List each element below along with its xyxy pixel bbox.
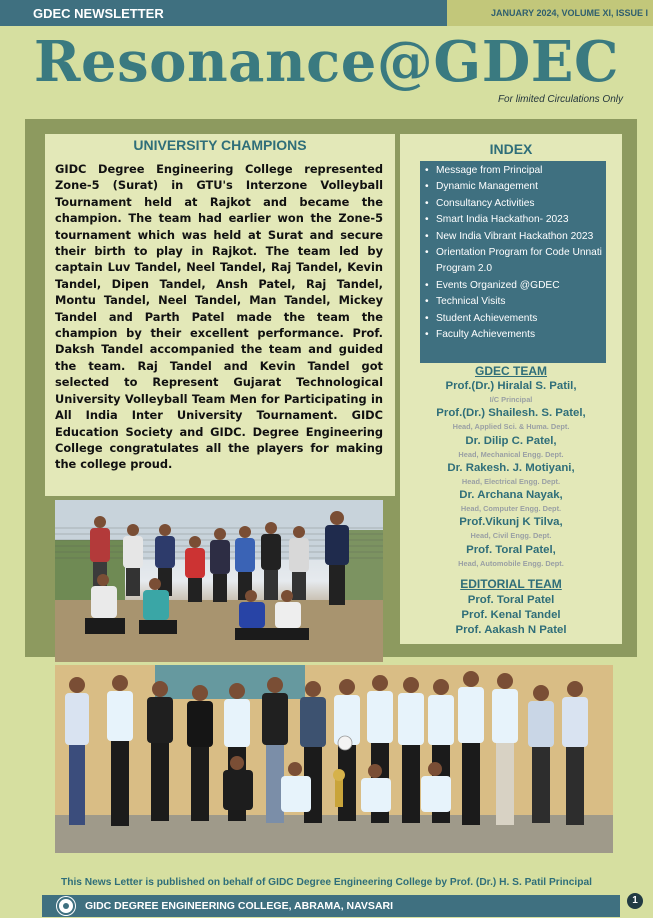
member-role: I/C Principal	[489, 395, 533, 404]
index-item[interactable]: • Consultancy Activities	[424, 196, 602, 212]
editorial-list	[400, 593, 622, 638]
editorial-member: Prof. Toral Patel	[467, 594, 555, 606]
team-member	[400, 379, 622, 406]
member-name: Prof.Vikunj K Tilva,	[459, 516, 563, 529]
index-item[interactable]: • Faculty Achievements	[424, 327, 602, 343]
page-number: 1	[627, 893, 643, 909]
member-role: Head, Electrical Engg. Dept.	[461, 476, 561, 486]
team-photo-outdoor	[55, 500, 383, 662]
team-photo-outdoor-illustration	[55, 500, 383, 662]
member-role: Head, Computer Engg. Dept.	[460, 504, 562, 514]
team-list	[400, 379, 622, 570]
team-member	[400, 488, 622, 515]
index-item[interactable]: • Dynamic Management	[424, 179, 602, 195]
team-member	[400, 461, 622, 488]
member-role: Head, Automobile Engg. Dept.	[458, 558, 564, 568]
member-name: Dr. Rakesh. J. Motiyani,	[447, 461, 575, 474]
editorial-title: EDITORIAL TEAM	[460, 577, 562, 591]
team-photo-trophy-illustration	[55, 665, 613, 853]
publisher-note: This News Letter is published on behalf of GIDC Degree Engineering College by Prof. (Dr.) H. S. Patil Principal	[61, 877, 592, 888]
team-member	[400, 543, 622, 570]
member-name: Prof.(Dr.) Shailesh. S. Patel,	[436, 407, 586, 420]
team-title: GDEC TEAM	[475, 364, 547, 378]
member-role: Head, Civil Engg. Dept.	[470, 531, 552, 541]
index-item[interactable]: • Student Achievements	[424, 311, 602, 327]
team-photo-trophy	[55, 665, 613, 853]
member-name: Prof. Toral Patel,	[466, 543, 556, 556]
college-name: GIDC DEGREE ENGINEERING COLLEGE, ABRAMA, NAVSARI	[85, 900, 394, 912]
index-list	[424, 163, 602, 343]
top-bar	[0, 0, 653, 26]
member-name: Dr. Archana Nayak,	[459, 489, 563, 502]
index-title: INDEX	[489, 141, 533, 157]
issue-label: JANUARY 2024, VOLUME XI, ISSUE I	[447, 0, 653, 26]
index-item[interactable]: • Message from Principal	[424, 163, 602, 179]
index-item[interactable]: • Smart India Hackathon- 2023	[424, 212, 602, 228]
index-item[interactable]: • New India Vibrant Hackathon 2023	[424, 229, 602, 245]
index-box	[420, 161, 606, 363]
member-role: Head, Applied Sci. & Huma. Dept.	[452, 422, 570, 432]
masthead-title: Resonance@GDEC	[33, 29, 620, 95]
member-name: Dr. Dilip C. Patel,	[465, 434, 557, 447]
college-logo-icon	[57, 897, 75, 915]
index-item[interactable]: • Technical Visits	[424, 294, 602, 310]
index-item[interactable]: • Events Organized @GDEC	[424, 278, 602, 294]
article-body: GIDC Degree Engineering College represented Zone-5 (Surat) in GTU's Interzone Volleyball Tournament held at Rajkot and became the champion. The team had earlier won the Zone-5 tournament which was held at Surat and secure their birth to play in Rajkot. The team led by captain Luv Tandel, Neel Tandel, Raj Tandel, Kevin Tandel, Dipen Tandel, Ansh Patel, Raj Tandel, Montu Tandel, Neel Tandel, Man Tandel, Mickey Tandel and Parth Patel made the team the champion by their excellent performance. Prof. Daksh Tandel accompanied the team and guided the team. Raj Tandel and Kevin Tandel got selected to Represent Gujarat Technological University Volleyball Team Men for Participating in All India Inter University Tournament. GIDC Education Society and GIDC. Degree Engineering College congratulates all the players for making the college proud.	[55, 162, 383, 472]
member-name: Prof.(Dr.) Hiralal S. Patil,	[445, 380, 577, 392]
team-member	[400, 406, 622, 433]
editorial-member: Prof. Aakash N Patel	[455, 624, 567, 636]
member-role: Head, Mechanical Engg. Dept.	[458, 449, 564, 459]
team-member	[400, 434, 622, 461]
team-member	[400, 515, 622, 542]
article-title: UNIVERSITY CHAMPIONS	[133, 137, 307, 153]
circulation-note: For limited Circulations Only	[497, 94, 623, 105]
index-item[interactable]: • Orientation Program for Code Unnati Program 2.0	[424, 245, 602, 278]
editorial-member: Prof. Kenal Tandel	[461, 609, 561, 621]
newsletter-label: GDEC NEWSLETTER	[0, 0, 447, 26]
